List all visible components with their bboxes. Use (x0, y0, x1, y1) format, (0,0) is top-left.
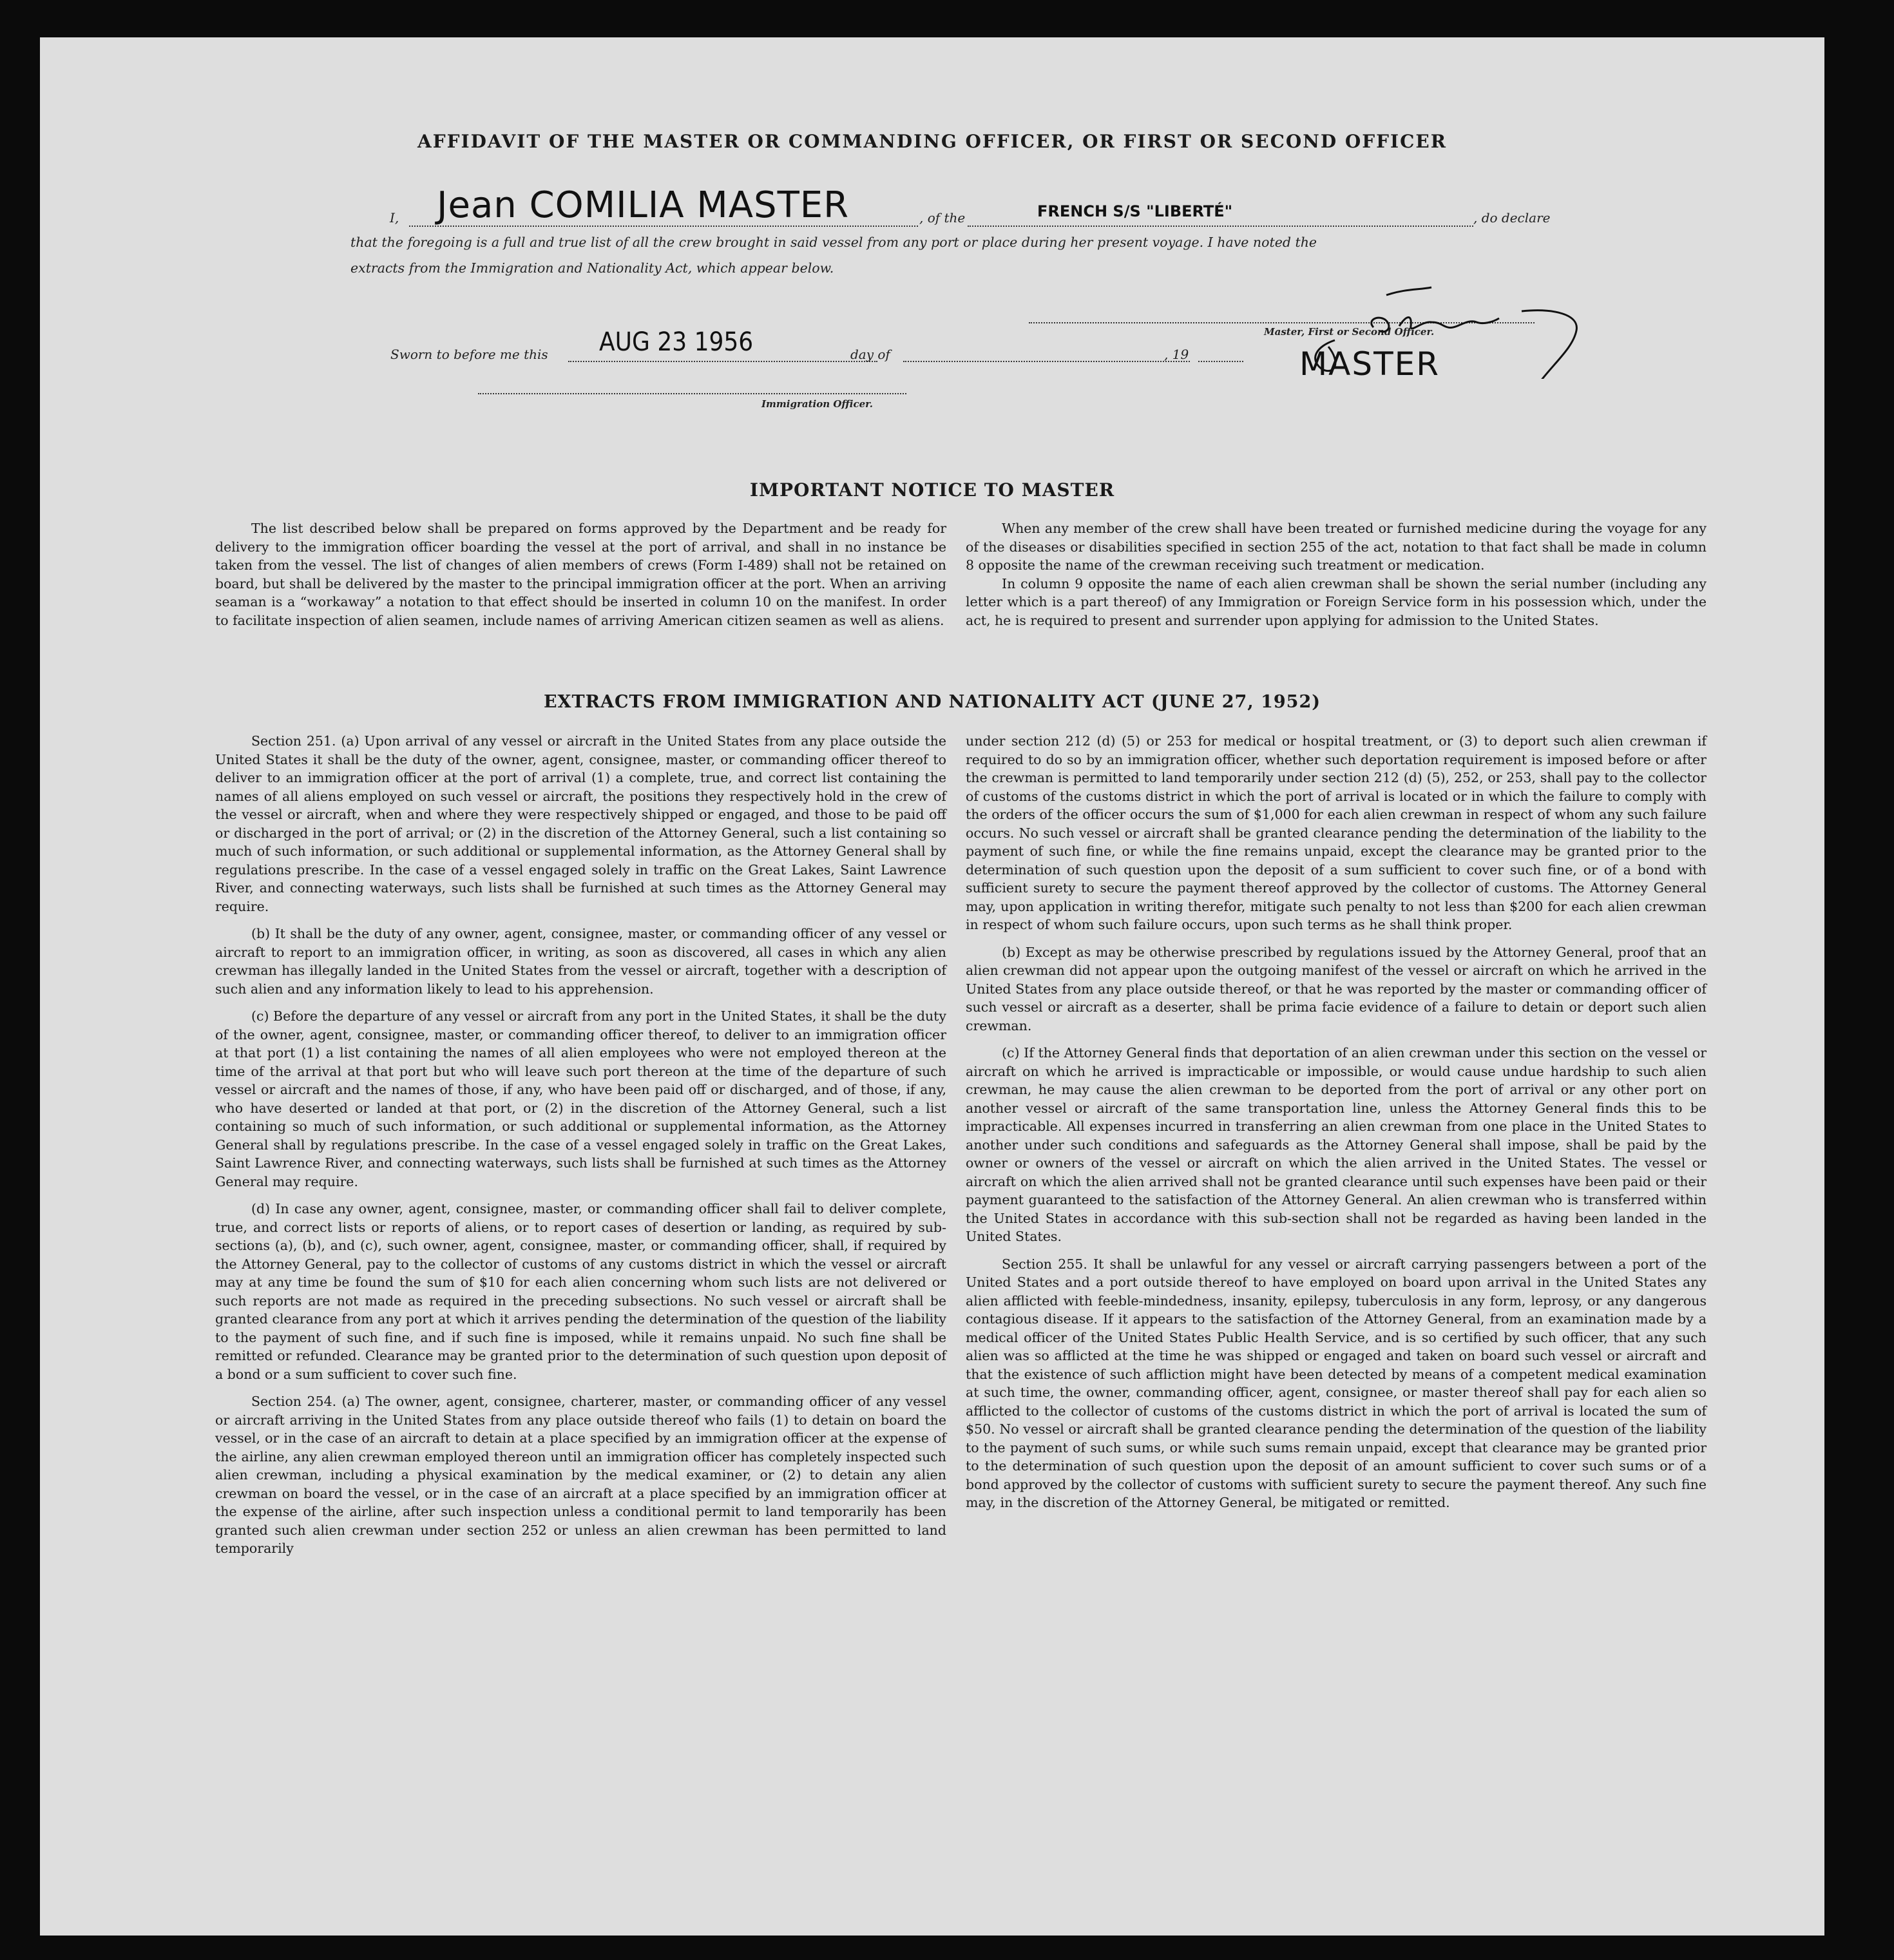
extracts-right-column (966, 732, 1707, 1521)
year-field (1198, 352, 1243, 362)
of-the-label: , of the (919, 210, 966, 226)
notice-title: IMPORTANT NOTICE TO MASTER (749, 479, 1115, 501)
master-name-value: Jean COMILIA MASTER (437, 184, 850, 226)
sworn-label: Sworn to before me this (390, 347, 548, 362)
extract-paragraph: (b) Except as may be otherwise prescribed by regulations issued by the Attorney General, proof that an alien crewman did not appear upon the outgoing manifest of the vessel or aircraft on which he arrived in the United States from any place outside thereof, or that he was reported by the master or commanding officer of such vessel or aircraft as a deserter, shall be prima facie evidence of a failure to detain or deport such alien crewman. (966, 944, 1707, 1033)
notice-left-paragraph: The list described below shall be prepared on forms approved by the Department and be ready for delivery to the immigration officer boarding the vessel at the port of arrival, and shall in no instance be taken from the vessel. The list of changes of alien members of crews (Form I-489) shall not be retained on board, but shall be delivered by the master to the principal immigration officer at the port. When an arriving seaman is a “workaway” a notation to that effect should be inserted in column 10 on the manifest. In order to facilitate inspection of alien seamen, include names of arriving American citizen seamen as well as aliens. (215, 521, 946, 628)
extracts-left-column (215, 732, 946, 1567)
year-label: , 19 (1164, 347, 1189, 362)
extract-paragraph: (b) It shall be the duty of any owner, agent, consignee, master, or commanding officer of any vessel or aircraft to report to an immigration officer, in writing, as soon as discovered, all cases in which any alien crewman has illegally landed in the United States from the vessel or aircraft, together with a description of such alien and any information likely to lead to his apprehension. (215, 926, 946, 997)
extract-paragraph: (d) In case any owner, agent, consignee, master, or commanding officer shall fail to deliver complete, true, and correct lists or reports of aliens, or to report cases of desertion or landing, as required by sub-sections (a), (b), and (c), such owner, agent, consignee, master, or commanding officer, shall, if required by the Attorney General, pay to the collector of customs of any customs district in which the vessel or aircraft may at any time be found the sum of $10 for each alien concerning whom such lists are not delivered or such reports are not made as required in the preceding subsections. No such vessel or aircraft shall be granted clearance from any port at which it arrives pending the determination of the question of the liability to the payment of such fine, and if such fine is imposed, while it remains unpaid. No such fine shall be remitted or refunded. Clearance may be granted prior to the determination of such question upon deposit of a bond or a sum sufficient to cover such fine. (215, 1201, 946, 1382)
notice-right-paragraph: In column 9 opposite the name of each alien crewman shall be shown the serial number (including any letter which is a part thereof) of any Immigration or Foreign Service form in his possession which, under the act, he is required to present and surrender upon applying for admission to the United States. (966, 575, 1707, 628)
sworn-date-stamp: AUG 23 1956 (599, 327, 754, 357)
affidavit-line-3: extracts from the Immigration and Nationality Act, which appear below. (350, 260, 834, 276)
document-page (40, 37, 1824, 1936)
notice-right-column (966, 519, 1707, 639)
officer-stamp: MASTER (1299, 345, 1440, 383)
extract-paragraph: Section 255. It shall be unlawful for any vessel or aircraft carrying passengers between a port of the United States and a port outside thereof to have employed on board upon arrival in the United States any alien afflicted with feeble-mindedness, insanity, epilepsy, tuberculosis in any form, leprosy, or any dangerous contagious disease. If it appears to the satisfaction of the Attorney General, from an examination made by a medical officer of the United States Public Health Service, and is so certified by such officer, that any such alien was so afflicted at the time he was shipped or engaged and taken on board such vessel or aircraft and that the existence of such affliction might have been detected by means of a competent medical examination at such time, the owner, commanding officer, agent, consignee, or master thereof shall pay for each alien so afflicted to the collector of customs of the customs district in which the port of arrival is located the sum of $50. No vessel or aircraft shall be granted clearance pending the determination of the question of the liability to the payment of such sums, or while such sums remain unpaid, except that clearance may be granted prior to the determination of such question upon the deposit of an amount sufficient to cover such sums or of a bond approved by the collector of customs with sufficient surety to secure the payment thereof. Any such fine may, in the discretion of the Attorney General, be mitigated or remitted. (966, 1256, 1707, 1510)
extract-paragraph: (c) Before the departure of any vessel or aircraft from any port in the United States, it shall be the duty of the owner, agent, consignee, master, or commanding officer thereof, to deliver to an immigration officer at that port (1) a list containing the names of all alien employees who were not employed thereon at the time of the arrival at that port but who will leave such port thereon at the time of the departure of such vessel or aircraft and the names of those, if any, who have been paid off or discharged, and of those, if any, who have deserted or landed at that port, or (2) in the discretion of the Attorney General, such a list containing so much of such information, or such additional or supplemental information, as the Attorney General shall by regulations prescribe. In the case of a vessel engaged solely in traffic on the Great Lakes, Saint Lawrence River, and connecting waterways, such lists shall be furnished at such times as the Attorney General may require. (215, 1008, 946, 1189)
extract-paragraph: Section 254. (a) The owner, agent, consignee, charterer, master, or commanding officer of any vessel or aircraft arriving in the United States from any place outside thereof who fails (1) to detain on board the vessel, or in the case of an aircraft to detain at a place specified by an immigration officer at the expense of the airline, any alien crewman employed thereon until an immigration officer has completely inspected such alien crewman, including a physical examination by the medical examiner, or (2) to detain any alien crewman on board the vessel, or in the case of an aircraft at a place specified by an immigration officer at the expense of the airline, after such inspection unless a conditional permit to land temporarily has been granted such alien crewman under section 252 or unless an alien crewman has been permitted to land temporarily (215, 1394, 946, 1556)
immigration-officer-caption: Immigration Officer. (761, 398, 873, 410)
immigration-officer-line (478, 385, 906, 394)
extract-paragraph: (c) If the Attorney General finds that deportation of an alien crewman under this section on the vessel or aircraft on which he arrived is impracticable or impossible, or would cause undue hardship to such alien crewman, he may cause the alien crewman to be deported from the port of arrival or any other port on another vessel or aircraft of the same transportation line, unless the Attorney General finds this to be impracticable. All expenses incurred in transferring an alien crewman from one place in the United States to another under such conditions and safeguards as the Attorney General shall impose, shall be paid by the owner or owners of the vessel or aircraft on which the alien arrived in the United States. The vessel or aircraft on which the alien arrived shall not be granted clearance until such expenses have been paid or their payment guaranteed to the satisfaction of the Attorney General. An alien crewman who is transferred within the United States in accordance with this sub-section shall not be regarded as having been landed in the United States. (966, 1045, 1707, 1244)
notice-left-column (215, 519, 946, 639)
affidavit-title: AFFIDAVIT OF THE MASTER OR COMMANDING OFFICER, OR FIRST OR SECOND OFFICER (417, 131, 1448, 152)
affidavit-line-2: that the foregoing is a full and true list of all the crew brought in said vessel from any port or place during her present voyage. I have noted the (350, 235, 1317, 250)
day-of-label: day of (850, 347, 890, 362)
month-field (903, 352, 1190, 362)
notice-right-paragraph: When any member of the crew shall have been treated or furnished medicine during the voyage for any of the diseases or disabilities specified in section 255 of the act, notation to that fact shall be made in column 8 opposite the name of the crewman receiving such treatment or medication. (966, 521, 1707, 573)
vessel-name-value: FRENCH S/S "LIBERTÉ" (1037, 202, 1233, 220)
extract-paragraph: under section 212 (d) (5) or 253 for medical or hospital treatment, or (3) to deport such alien crewman if required to do so by an immigration officer, whether such deportation requirement is imposed before or after the crewman is permitted to land temporarily under section 212 (d) (5), 252, or 253, shall pay to the collector of customs of the customs district in which the port of arrival is located or in which the failure to comply with the orders of the officer occurs the sum of $1,000 for each alien crewman in respect of whom any such failure occurs. No such vessel or aircraft shall be granted clearance pending the determination of the liability to the payment of such fine, or while the fine remains unpaid, except the clearance may be granted prior to the determination of such question upon the deposit of a sum sufficient to cover such fine, or of a bond with sufficient surety to secure the payment thereof approved by the collector of customs. The Attorney General may, upon application in writing therefor, mitigate such penalty to not less than $200 for each alien crewman in respect of whom such failure occurs, upon such terms as he shall think proper. (966, 733, 1707, 932)
extracts-title: EXTRACTS FROM IMMIGRATION AND NATIONALITY ACT (JUNE 27, 1952) (543, 692, 1321, 712)
affidavit-prefix: I, (390, 210, 399, 226)
do-declare-label: , do declare (1473, 210, 1551, 226)
officer-caption: Master, First or Second Officer. (1264, 326, 1435, 338)
extract-paragraph: Section 251. (a) Upon arrival of any vessel or aircraft in the United States from any place outside the United States it shall be the duty of the owner, agent, consignee, master, or commanding officer thereof to deliver to an immigration officer at the port of arrival (1) a complete, true, and correct list containing the names of all aliens employed on such vessel or aircraft, the positions they respectively hold in the crew of the vessel or aircraft, when and where they were respectively shipped or engaged, and those to be paid off or discharged in the port of arrival; or (2) in the discretion of the Attorney General, such a list containing so much of such information, or such additional or supplemental information, as the Attorney General shall by regulations prescribe. In the case of a vessel engaged solely in traffic on the Great Lakes, Saint Lawrence River, and connecting waterways, such lists shall be furnished at such times as the Attorney General may require. (215, 733, 946, 914)
